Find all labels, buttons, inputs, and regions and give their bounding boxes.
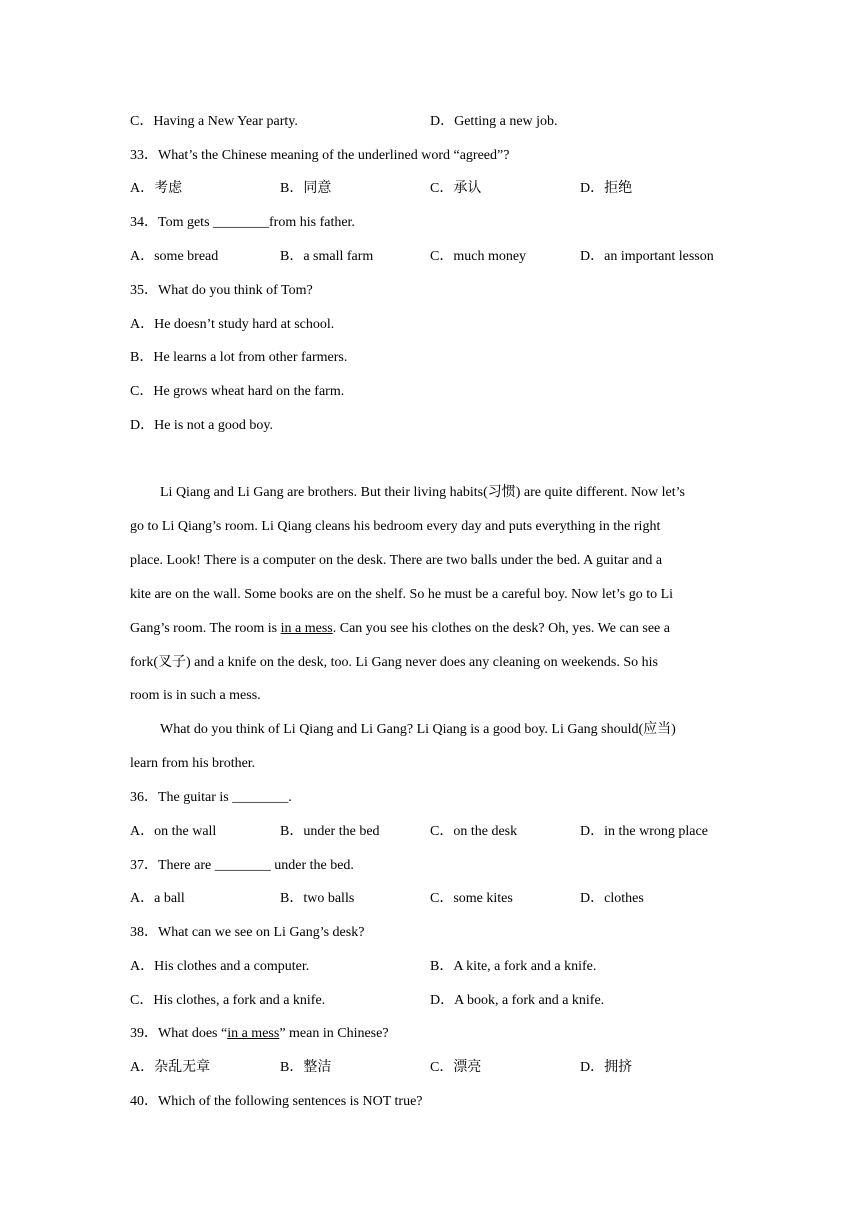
q33-stem: 33．What’s the Chinese meaning of the underlined word “agreed”? xyxy=(130,148,510,163)
q35-option-c: C．He grows wheat hard on the farm. xyxy=(130,384,345,399)
q36-option-c: C．on the desk xyxy=(430,824,518,839)
q35-stem: 35．What do you think of Tom? xyxy=(130,283,313,298)
q39-stem xyxy=(130,1025,389,1043)
q33-option-a: A．考虑 xyxy=(130,181,183,196)
q38-option-c: C．His clothes, a fork and a knife. xyxy=(130,993,326,1008)
passage-line-5 xyxy=(130,620,670,638)
q39-option-a: A．杂乱无章 xyxy=(130,1060,211,1075)
q34-option-c: C．much money xyxy=(430,249,527,264)
q36-option-a: A．on the wall xyxy=(130,824,217,839)
q34-option-d: D．an important lesson xyxy=(580,249,714,264)
q35-option-a: A．He doesn’t study hard at school. xyxy=(130,317,335,332)
passage-p2-line-1: What do you think of Li Qiang and Li Gang? Li Qiang is a good boy. Li Gang should(应当) xyxy=(160,722,676,737)
q39-option-d: D．拥挤 xyxy=(580,1060,633,1075)
q32-option-d: D．Getting a new job. xyxy=(430,114,558,129)
q37-option-b: B．two balls xyxy=(280,891,355,906)
underlined-phrase: in a mess xyxy=(280,621,333,636)
q38-option-d: D．A book, a fork and a knife. xyxy=(430,993,605,1008)
q39-stem-pre: 39．What does “ xyxy=(130,1026,228,1041)
q38-option-a: A．His clothes and a computer. xyxy=(130,959,310,974)
passage-line-5-pre: Gang’s room. The room is xyxy=(130,621,281,636)
q37-option-c: C．some kites xyxy=(430,891,513,906)
q38-option-b: B．A kite, a fork and a knife. xyxy=(430,959,597,974)
passage-line-1: Li Qiang and Li Gang are brothers. But their living habits(习惯) are quite different. Now let’s xyxy=(160,485,685,500)
q37-option-a: A．a ball xyxy=(130,891,185,906)
q33-option-c: C．承认 xyxy=(430,181,482,196)
q39-stem-post: ” mean in Chinese? xyxy=(279,1026,389,1041)
passage-line-3: place. Look! There is a computer on the desk. There are two balls under the bed. A guitar and a xyxy=(130,553,663,568)
q33-option-d: D．拒绝 xyxy=(580,181,633,196)
q34-option-a: A．some bread xyxy=(130,249,219,264)
q39-option-b: B．整洁 xyxy=(280,1060,332,1075)
q36-option-d: D．in the wrong place xyxy=(580,824,708,839)
q36-option-b: B．under the bed xyxy=(280,824,380,839)
passage-line-5-post: . Can you see his clothes on the desk? Oh, yes. We can see a xyxy=(332,621,670,636)
q39-underlined-phrase: in a mess xyxy=(227,1026,280,1041)
q35-option-b: B．He learns a lot from other farmers. xyxy=(130,350,348,365)
passage-line-2: go to Li Qiang’s room. Li Qiang cleans his bedroom every day and puts everything in the right xyxy=(130,519,661,534)
passage-line-4: kite are on the wall. Some books are on the shelf. So he must be a careful boy. Now let’s go to Li xyxy=(130,587,674,602)
q35-option-d: D．He is not a good boy. xyxy=(130,418,273,433)
q39-option-c: C．漂亮 xyxy=(430,1060,482,1075)
q37-option-d: D．clothes xyxy=(580,891,644,906)
q40-stem: 40．Which of the following sentences is NOT true? xyxy=(130,1094,423,1109)
q37-stem: 37．There are ________ under the bed. xyxy=(130,858,354,873)
passage-p2-line-2: learn from his brother. xyxy=(130,756,256,771)
passage-line-6: fork(叉子) and a knife on the desk, too. Li Gang never does any cleaning on weekends. So his xyxy=(130,655,658,670)
q36-stem: 36．The guitar is ________. xyxy=(130,790,292,805)
q34-stem: 34．Tom gets ________from his father. xyxy=(130,215,355,230)
q34-option-b: B．a small farm xyxy=(280,249,374,264)
passage-line-7: room is in such a mess. xyxy=(130,688,261,703)
q32-option-c: C．Having a New Year party. xyxy=(130,114,298,129)
q38-stem: 38．What can we see on Li Gang’s desk? xyxy=(130,925,365,940)
q33-option-b: B．同意 xyxy=(280,181,332,196)
